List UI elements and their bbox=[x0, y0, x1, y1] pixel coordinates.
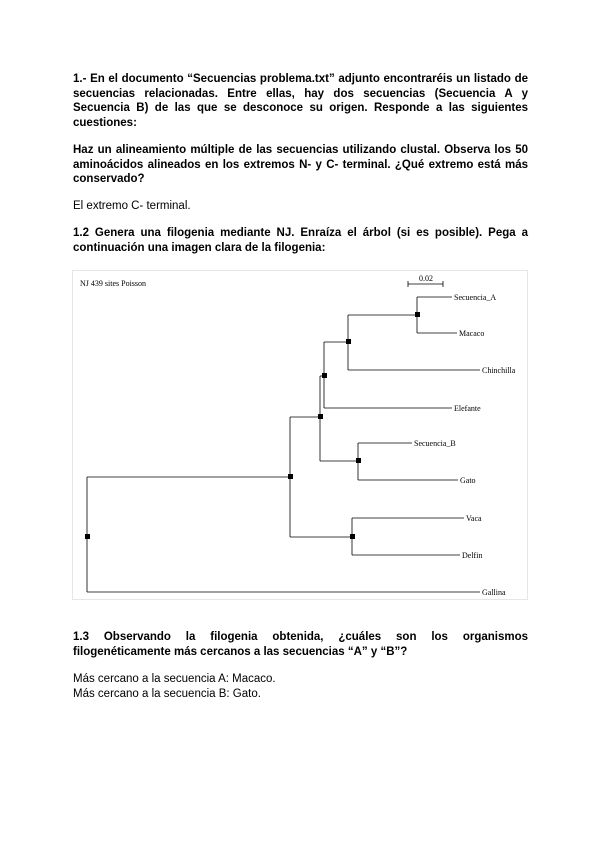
leaf-label-elefante: Elefante bbox=[454, 404, 481, 413]
leaf-label-chinchilla: Chinchilla bbox=[482, 366, 516, 375]
leaf-label-delfin: Delfin bbox=[462, 551, 483, 560]
leaf-label-macaco: Macaco bbox=[459, 329, 485, 338]
node-marker bbox=[350, 534, 355, 539]
leaf-label-gato: Gato bbox=[460, 476, 476, 485]
node-marker bbox=[85, 534, 90, 539]
question-1-2: 1.2 Genera una filogenia mediante NJ. Enraíza el árbol (si es posible). Pega a continuación una imagen clara de la filogenia: bbox=[73, 227, 528, 254]
node-marker bbox=[415, 312, 420, 317]
phylogenetic-tree-image bbox=[72, 270, 528, 600]
leaf-label-secuencia-a: Secuencia_A bbox=[454, 293, 497, 302]
node-marker bbox=[346, 339, 351, 344]
leaf-label-gallina: Gallina bbox=[482, 588, 506, 597]
leaf-label-vaca: Vaca bbox=[466, 514, 482, 523]
answer-sequence-a: Más cercano a la secuencia A: Macaco. bbox=[73, 673, 276, 685]
leaf-label-secuencia-b: Secuencia_B bbox=[414, 439, 456, 448]
tree-frame bbox=[73, 271, 528, 600]
scale-bar-label: 0.02 bbox=[419, 274, 433, 283]
node-marker bbox=[288, 474, 293, 479]
answers-1-3 bbox=[73, 672, 528, 701]
node-marker bbox=[356, 458, 361, 463]
answer-1: El extremo C- terminal. bbox=[73, 200, 191, 212]
answer-sequence-b: Más cercano a la secuencia B: Gato. bbox=[73, 687, 261, 700]
node-marker bbox=[322, 373, 327, 378]
tree-header: NJ 439 sites Poisson bbox=[80, 279, 147, 288]
question-1-intro: 1.- En el documento “Secuencias problema.txt” adjunto encontraréis un listado de secuencias relacionadas. Entre ellas, hay dos secuencias (Secuencia A y Secuencia B) de las que se desconoce su origen. Responde a las siguientes cuestiones: bbox=[73, 73, 528, 129]
question-1-3: 1.3 Observando la filogenia obtenida, ¿cuáles son los organismos filogenéticamente más cercanos a las secuencias “A” y “B”? bbox=[73, 631, 528, 658]
node-marker bbox=[318, 414, 323, 419]
question-1-subquestion: Haz un alineamiento múltiple de las secuencias utilizando clustal. Observa los 50 aminoácidos alineados en los extremos N- y C- terminal. ¿Qué extremo está más conservado? bbox=[73, 144, 528, 185]
